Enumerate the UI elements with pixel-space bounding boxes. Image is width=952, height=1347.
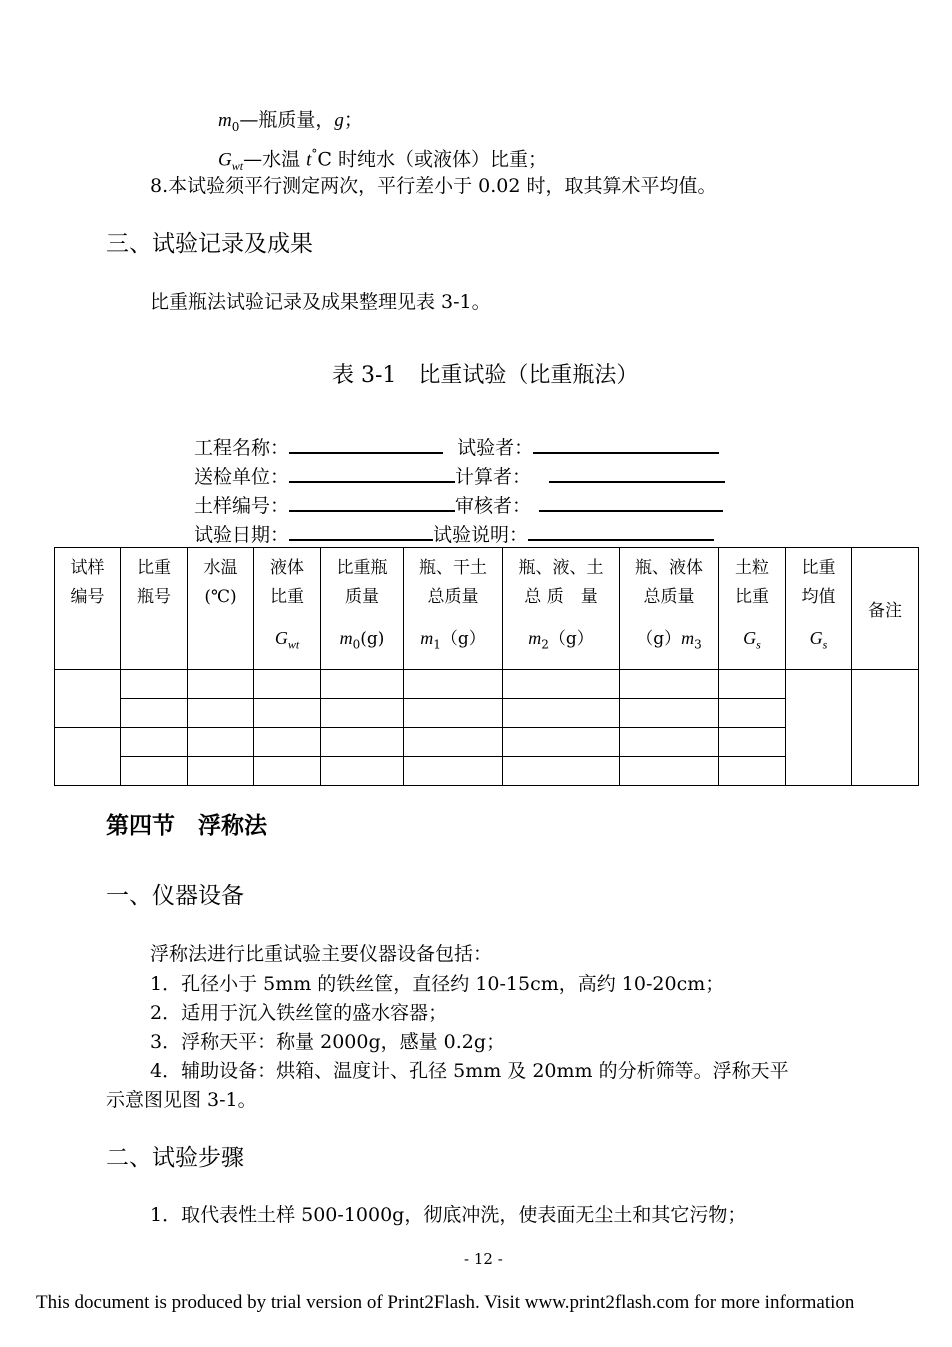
table-cell bbox=[719, 757, 786, 786]
header-bottle-no bbox=[121, 548, 188, 670]
table-cell bbox=[503, 757, 620, 786]
header-text: 瓶、液、土 bbox=[518, 558, 604, 578]
section3-para: 比重瓶法试验记录及成果整理见表 3-1。 bbox=[150, 291, 491, 313]
table-cell bbox=[404, 757, 503, 786]
m0-end: ； bbox=[343, 109, 363, 131]
header-unit: （g） bbox=[548, 629, 594, 649]
header-bottle-liquid bbox=[620, 548, 719, 670]
table-cell bbox=[503, 728, 620, 757]
header-symbol: G bbox=[809, 628, 823, 648]
header-text: 比重 bbox=[137, 558, 171, 578]
header-text: 质量 bbox=[345, 587, 379, 607]
header-text: 比重 bbox=[735, 587, 769, 607]
section3-heading: 三、试验记录及成果 bbox=[106, 231, 313, 257]
date-line bbox=[289, 521, 433, 541]
table-cell bbox=[254, 728, 321, 757]
table-cell bbox=[188, 728, 254, 757]
header-symbol: m bbox=[528, 628, 542, 648]
def-m0 bbox=[218, 108, 363, 139]
header-symbol: G bbox=[743, 628, 757, 648]
table-cell bbox=[121, 757, 188, 786]
table-cell bbox=[620, 757, 719, 786]
header-text: 总质量 bbox=[427, 587, 479, 607]
equipment-item-4b: 示意图见图 3-1。 bbox=[106, 1089, 257, 1111]
form-row-4 bbox=[194, 521, 714, 547]
header-text: 液体 bbox=[270, 558, 304, 578]
table-cell bbox=[719, 670, 786, 699]
header-unit: （g） bbox=[636, 629, 682, 649]
header-text: 比重瓶 bbox=[336, 558, 388, 578]
header-text: 总质量 bbox=[643, 587, 695, 607]
project-name-label: 工程名称： bbox=[194, 437, 290, 459]
table-cell bbox=[254, 699, 321, 728]
table-cell bbox=[719, 728, 786, 757]
gwt-degree: ° bbox=[311, 147, 318, 161]
header-text: 土粒 bbox=[735, 558, 769, 578]
table-cell bbox=[121, 670, 188, 699]
section4-heading: 第四节 浮称法 bbox=[106, 812, 267, 839]
table-row bbox=[55, 670, 919, 699]
table-cell bbox=[719, 699, 786, 728]
subsection-steps: 二、试验步骤 bbox=[106, 1145, 244, 1171]
unit-label: 送检单位： bbox=[194, 466, 290, 488]
header-symbol: m bbox=[339, 628, 353, 648]
header-text: 瓶、干土 bbox=[419, 558, 487, 578]
table-cell bbox=[321, 757, 404, 786]
table-cell bbox=[254, 670, 321, 699]
table-cell bbox=[620, 699, 719, 728]
table-cell bbox=[121, 699, 188, 728]
sample-no-label: 土样编号： bbox=[194, 495, 290, 517]
header-text: 比重 bbox=[270, 587, 304, 607]
gwt-text1: —水温 bbox=[243, 148, 307, 171]
gwt-t: t bbox=[306, 149, 312, 171]
header-subscript: s bbox=[756, 637, 761, 652]
header-mean-sg bbox=[786, 548, 852, 670]
calculator-label: 计算者： bbox=[455, 466, 532, 488]
table-cell bbox=[503, 699, 620, 728]
header-remarks: 备注 bbox=[852, 548, 919, 670]
page-number: - 12 - bbox=[464, 1250, 503, 1268]
form-row-3 bbox=[194, 492, 723, 518]
table-title: 表 3-1 比重试验（比重瓶法） bbox=[332, 363, 639, 388]
gwt-symbol: G bbox=[218, 149, 232, 171]
table-cell bbox=[321, 670, 404, 699]
equipment-intro: 浮称法进行比重试验主要仪器设备包括： bbox=[150, 943, 493, 965]
gwt-subscript: wt bbox=[231, 159, 244, 174]
project-name-line bbox=[289, 434, 443, 454]
table-cell bbox=[620, 670, 719, 699]
table-cell bbox=[404, 670, 503, 699]
notes-line bbox=[528, 521, 714, 541]
header-particle-sg bbox=[719, 548, 786, 670]
header-text: 比重 bbox=[801, 558, 836, 578]
header-unit: （g） bbox=[440, 629, 486, 649]
table-header-row bbox=[55, 548, 919, 670]
def-gwt bbox=[218, 142, 547, 178]
header-text: (℃) bbox=[204, 587, 237, 607]
sample-no-line bbox=[289, 492, 455, 512]
reviewer-line bbox=[539, 492, 723, 512]
table-cell bbox=[188, 699, 254, 728]
header-text: 编号 bbox=[70, 587, 105, 607]
header-symbol: m bbox=[420, 628, 434, 648]
tester-label: 试验者： bbox=[457, 437, 534, 459]
header-bottle-mass bbox=[321, 548, 404, 670]
m0-unit: g bbox=[334, 110, 344, 131]
table-cell bbox=[188, 757, 254, 786]
header-symbol: G bbox=[274, 628, 288, 648]
header-text: 瓶号 bbox=[137, 587, 171, 607]
m0-text: —瓶质量， bbox=[239, 109, 335, 131]
header-subscript: s bbox=[822, 637, 828, 652]
header-subscript: 2 bbox=[541, 637, 549, 652]
equipment-item-4a: 4．辅助设备：烘箱、温度计、孔径 5mm 及 20mm 的分析筛等。浮称天平 bbox=[150, 1060, 789, 1082]
notes-label: 试验说明： bbox=[433, 524, 529, 546]
trial-notice: This document is produced by trial version of Print2Flash. Visit www.print2flash.com for more information bbox=[36, 1292, 855, 1313]
table-cell bbox=[404, 699, 503, 728]
table-cell bbox=[121, 728, 188, 757]
table-cell bbox=[321, 728, 404, 757]
date-label: 试验日期： bbox=[194, 524, 290, 546]
form-row-2 bbox=[194, 463, 725, 489]
header-text: 均值 bbox=[801, 587, 836, 607]
header-subscript: 0 bbox=[352, 637, 361, 652]
table-cell bbox=[503, 670, 620, 699]
table-cell bbox=[786, 670, 852, 786]
header-bottle-liquid-soil bbox=[503, 548, 620, 670]
equipment-item-1: 1．孔径小于 5mm 的铁丝筐，直径约 10-15cm，高约 10-20cm； bbox=[150, 973, 725, 995]
item-8: 8.本试验须平行测定两次，平行差小于 0.02 时，取其算术平均值。 bbox=[150, 175, 717, 197]
header-text: 试样 bbox=[70, 558, 105, 578]
table-cell bbox=[620, 728, 719, 757]
header-symbol: m bbox=[681, 628, 695, 648]
header-subscript: wt bbox=[287, 637, 300, 652]
header-text: 瓶、液体 bbox=[635, 558, 703, 578]
equipment-item-3: 3．浮称天平：称量 2000g，感量 0.2g； bbox=[150, 1031, 506, 1053]
record-table bbox=[54, 547, 919, 786]
header-liquid-sg bbox=[254, 548, 321, 670]
header-water-temp bbox=[188, 548, 254, 670]
reviewer-label: 审核者： bbox=[455, 495, 532, 517]
header-subscript: 3 bbox=[694, 637, 702, 652]
header-text: 水温 bbox=[203, 558, 238, 578]
table-cell bbox=[321, 699, 404, 728]
m0-subscript: 0 bbox=[231, 119, 240, 134]
table-cell bbox=[852, 670, 919, 786]
unit-line bbox=[289, 463, 455, 483]
equipment-item-2: 2．适用于沉入铁丝筐的盛水容器； bbox=[150, 1002, 448, 1024]
subsection-equipment: 一、仪器设备 bbox=[106, 883, 244, 909]
table-cell bbox=[188, 670, 254, 699]
table-cell bbox=[254, 757, 321, 786]
header-sample-no bbox=[55, 548, 121, 670]
m0-symbol: m bbox=[218, 110, 232, 131]
table-cell bbox=[55, 670, 121, 728]
header-text: 总 质 量 bbox=[524, 587, 598, 607]
table-cell bbox=[55, 728, 121, 786]
header-unit: (g) bbox=[360, 629, 385, 649]
header-bottle-dry-soil bbox=[404, 548, 503, 670]
tester-line bbox=[533, 434, 719, 454]
calculator-line bbox=[549, 463, 725, 483]
step-1: 1．取代表性土样 500-1000g，彻底冲洗，使表面无尘土和其它污物； bbox=[150, 1204, 747, 1226]
header-subscript: 1 bbox=[433, 637, 441, 652]
table-cell bbox=[404, 728, 503, 757]
gwt-text2: C 时纯水（或液体）比重； bbox=[317, 148, 547, 171]
form-row-1 bbox=[194, 434, 719, 460]
